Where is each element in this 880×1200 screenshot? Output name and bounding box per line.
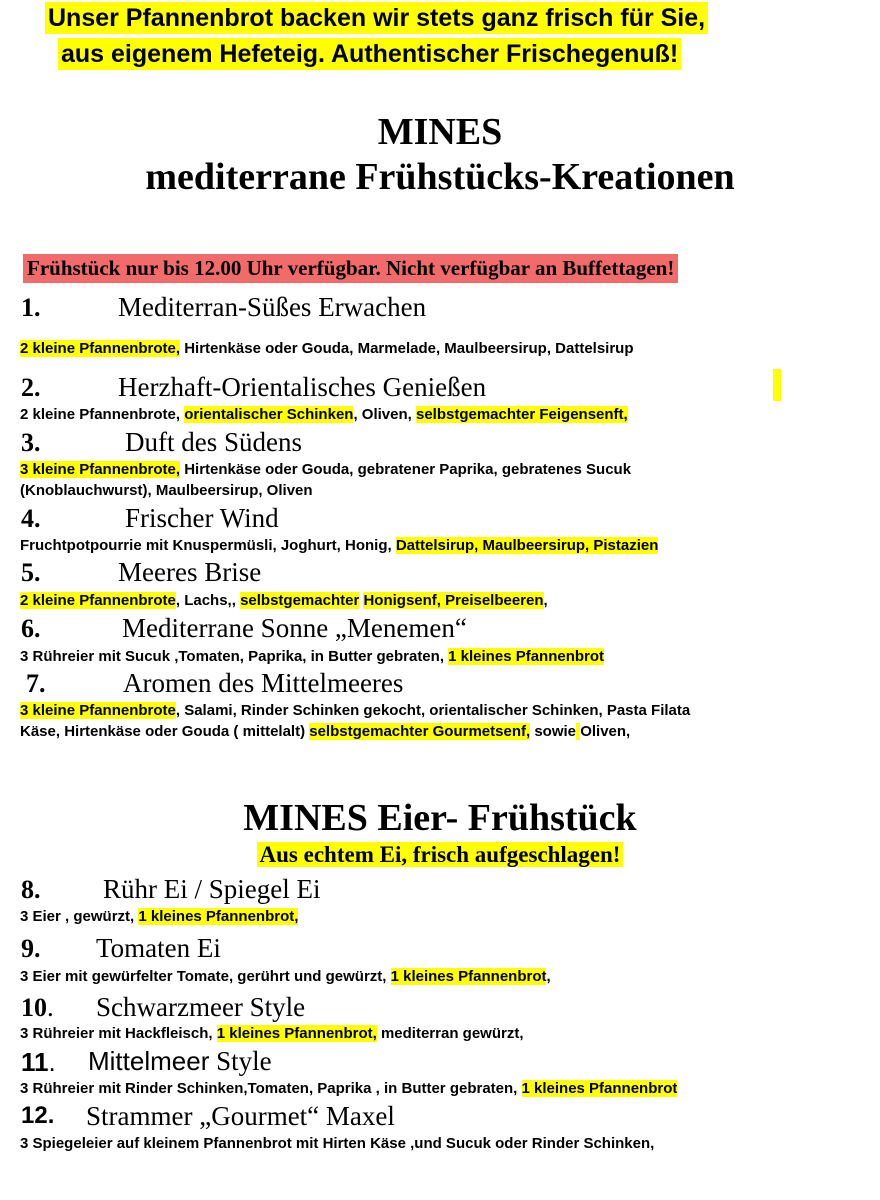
item-description: 2 kleine Pfannenbrote, orientalischer Schinken, Oliven, selbstgemachter Feigensenft, (20, 406, 628, 423)
intro-line-2: aus eigenem Hefeteig. Authentischer Frischegenuß! (58, 38, 681, 70)
item-name: Duft des Südens (125, 427, 302, 457)
item-description: 2 kleine Pfannenbrote, Lachs,, selbstgemachter Honigsenf, Preiselbeeren, (20, 592, 548, 609)
item-name: Herzhaft-Orientalisches Genießen (118, 372, 487, 402)
item-number: 11. (21, 1047, 56, 1077)
item-description-line-2: Käse, Hirtenkäse oder Gouda ( mittelalt) selbstgemachter Gourmetsenf, sowie Oliven, (20, 723, 631, 740)
item-number: 3. (21, 428, 41, 457)
item-number: 8. (21, 875, 41, 904)
item-number: 7. (26, 669, 46, 698)
item-number: 4. (21, 504, 41, 533)
item-name: Meeres Brise (118, 557, 262, 587)
item-description: 3 kleine Pfannenbrote, Salami, Rinder Schinken gekocht, orientalischer Schinken, Pasta Filata (20, 702, 691, 719)
highlight-mark (773, 369, 781, 401)
menu-subtitle: mediterrane Frühstücks-Kreationen (145, 156, 735, 198)
item-number: 6. (21, 614, 41, 643)
item-name: Aromen des Mittelmeeres (123, 668, 404, 698)
item-description: 3 kleine Pfannenbrote, Hirtenkäse oder Gouda, gebratener Paprika, gebratenes Sucuk (20, 461, 632, 478)
item-name: Schwarzmeer Style (96, 992, 306, 1022)
item-description: 2 kleine Pfannenbrote, Hirtenkäse oder Gouda, Marmelade, Maulbeersirup, Dattelsirup (20, 340, 634, 357)
item-number: 5. (21, 558, 41, 587)
egg-section-subtitle-wrap (0, 842, 880, 868)
item-number: 1. (21, 293, 41, 322)
item-number: 12. (21, 1102, 55, 1129)
item-number: 9. (21, 934, 41, 963)
item-description: 3 Rühreier mit Rinder Schinken,Tomaten, Paprika , in Butter gebraten, 1 kleines Pfannenbrot (20, 1080, 678, 1097)
egg-section-subtitle: Aus echtem Ei, frisch aufgeschlagen! (257, 842, 624, 867)
menu-title: MINES (377, 111, 503, 153)
item-name: Mediterran-Süßes Erwachen (118, 292, 427, 322)
item-description: 3 Spiegeleier auf kleinem Pfannenbrot mit Hirten Käse ,und Sucuk oder Rinder Schinken, (20, 1135, 655, 1152)
availability-notice: Frühstück nur bis 12.00 Uhr verfügbar. Nicht verfügbar an Buffettagen! (23, 254, 678, 283)
item-description: 3 Eier , gewürzt, 1 kleines Pfannenbrot, (20, 908, 299, 925)
item-name: Mittelmeer Style (88, 1046, 272, 1076)
item-name: Frischer Wind (125, 503, 279, 533)
item-number: 10. (21, 992, 54, 1022)
intro-line-1: Unser Pfannenbrot backen wir stets ganz frisch für Sie, (45, 2, 708, 34)
item-name: Mediterrane Sonne „Menemen“ (122, 613, 467, 643)
item-description: 3 Rühreier mit Hackfleisch, 1 kleines Pfannenbrot, mediterran gewürzt, (20, 1025, 524, 1042)
item-number: 2. (21, 373, 41, 402)
item-name: Strammer „Gourmet“ Maxel (86, 1101, 395, 1131)
item-description-line-2: (Knoblauchwurst), Maulbeersirup, Oliven (20, 482, 313, 499)
item-name: Tomaten Ei (96, 933, 221, 963)
item-description: 3 Eier mit gewürfelter Tomate, gerührt und gewürzt, 1 kleines Pfannenbrot, (20, 968, 551, 985)
item-name: Rühr Ei / Spiegel Ei (103, 874, 321, 904)
item-description: Fruchtpotpourrie mit Knuspermüsli, Joghurt, Honig, Dattelsirup, Maulbeersirup, Pistazien (20, 537, 659, 554)
egg-section-title: MINES Eier- Frühstück (243, 797, 637, 839)
item-description: 3 Rühreier mit Sucuk ,Tomaten, Paprika, in Butter gebraten, 1 kleines Pfannenbrot (20, 648, 605, 665)
